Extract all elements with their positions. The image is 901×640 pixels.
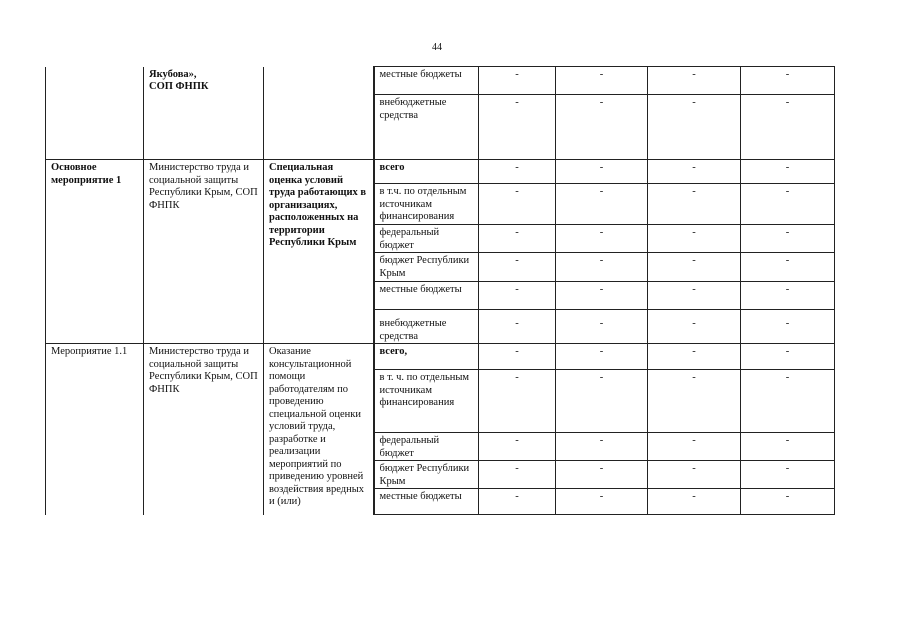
value-cell: - <box>479 67 556 95</box>
value-cell: - <box>741 310 835 344</box>
value-cell: - <box>556 344 648 370</box>
value-cell: - <box>479 310 556 344</box>
value-cell: - <box>556 225 648 253</box>
value-cell: - <box>741 282 835 310</box>
value-cell: - <box>648 344 741 370</box>
value-cell: - <box>556 282 648 310</box>
source-cell: местные бюджеты <box>374 67 479 95</box>
value-cell: - <box>648 433 741 461</box>
name-cell: Специальная оценка условий труда работающих в организациях, расположенных на территории Республики Крым <box>264 160 374 344</box>
table-row <box>46 67 835 95</box>
value-cell: - <box>479 253 556 282</box>
source-cell: федеральный бюджет <box>374 433 479 461</box>
value-cell: - <box>479 489 556 515</box>
value-cell: - <box>648 160 741 184</box>
value-cell: - <box>479 282 556 310</box>
value-cell: - <box>556 184 648 225</box>
executor-cell: Министерство труда и социальной защиты Республики Крым, СОП ФНПК <box>144 344 264 515</box>
executor-cell: Министерство труда и социальной защиты Республики Крым, СОП ФНПК <box>144 160 264 344</box>
value-cell: - <box>648 184 741 225</box>
value-cell: - <box>556 67 648 95</box>
value-cell: - <box>479 433 556 461</box>
value-cell: - <box>556 310 648 344</box>
source-cell: местные бюджеты <box>374 282 479 310</box>
value-cell: - <box>648 253 741 282</box>
value-cell: - <box>556 370 648 433</box>
value-cell: - <box>741 433 835 461</box>
value-cell: - <box>741 67 835 95</box>
value-cell: - <box>479 225 556 253</box>
table-row <box>46 160 835 184</box>
value-cell: - <box>741 160 835 184</box>
source-cell: в т.ч. по отдельным источникам финансирования <box>374 184 479 225</box>
table-row <box>46 344 835 370</box>
value-cell: - <box>556 160 648 184</box>
value-cell: - <box>648 310 741 344</box>
value-cell: - <box>556 253 648 282</box>
name-cell <box>264 67 374 160</box>
value-cell: - <box>648 95 741 160</box>
value-cell: - <box>741 253 835 282</box>
value-cell: - <box>741 184 835 225</box>
value-cell: - <box>479 184 556 225</box>
value-cell: - <box>648 225 741 253</box>
value-cell: - <box>741 344 835 370</box>
page-number: 44 <box>432 42 442 53</box>
value-cell: - <box>741 95 835 160</box>
value-cell: - <box>741 461 835 489</box>
value-cell: - <box>648 461 741 489</box>
value-cell: - <box>556 95 648 160</box>
source-cell: федеральный бюджет <box>374 225 479 253</box>
value-cell: - <box>556 489 648 515</box>
value-cell: - <box>648 67 741 95</box>
value-cell: - <box>648 370 741 433</box>
value-cell: - <box>479 461 556 489</box>
value-cell: - <box>479 344 556 370</box>
source-cell: внебюджетные средства <box>374 310 479 344</box>
value-cell: - <box>741 225 835 253</box>
value-cell: - <box>648 282 741 310</box>
source-cell: в т. ч. по отдельным источникам финансирования <box>374 370 479 433</box>
funding-table <box>45 66 835 515</box>
source-cell: местные бюджеты <box>374 489 479 515</box>
name-cell: Оказание консультационной помощи работодателям по проведению специальной оценки условий труда, разработке и реализации мероприятий по приведению уровней воздействия вредных и (или) <box>264 344 374 515</box>
source-cell: всего <box>374 160 479 184</box>
value-cell: - <box>741 370 835 433</box>
value-cell: - <box>479 370 556 433</box>
executor-cell: Якубова», СОП ФНПК <box>144 67 264 160</box>
source-cell: всего, <box>374 344 479 370</box>
activity-cell: Основное мероприятие 1 <box>46 160 144 344</box>
value-cell: - <box>556 433 648 461</box>
value-cell: - <box>741 489 835 515</box>
source-cell: внебюджетные средства <box>374 95 479 160</box>
value-cell: - <box>479 95 556 160</box>
source-cell: бюджет Республики Крым <box>374 461 479 489</box>
value-cell: - <box>556 461 648 489</box>
activity-cell: Мероприятие 1.1 <box>46 344 144 515</box>
value-cell: - <box>648 489 741 515</box>
source-cell: бюджет Республики Крым <box>374 253 479 282</box>
value-cell: - <box>479 160 556 184</box>
activity-cell <box>46 67 144 160</box>
